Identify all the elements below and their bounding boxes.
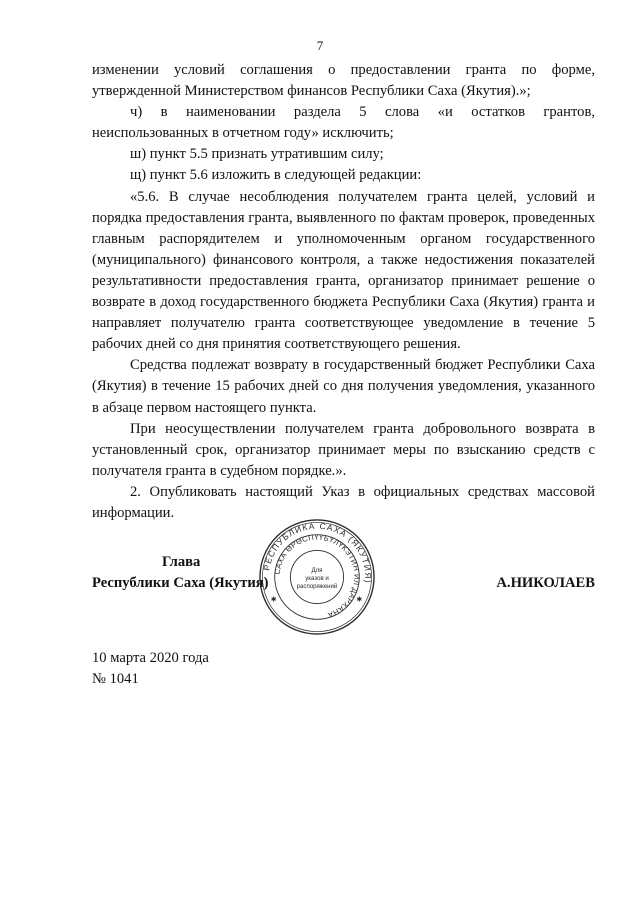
seal-star-icon: ✱ [356, 595, 363, 604]
paragraph: щ) пункт 5.6 изложить в следующей редакции: [130, 167, 422, 184]
signatory-title: Глава [162, 554, 201, 570]
paragraph: изменении условий соглашения о предоставлении гранта по форме, утвержденной Министерством финансов Республики Саха (Якутия).»; [92, 62, 595, 100]
paragraph: ч) в наименовании раздела 5 слова «и остатков грантов, неиспользованных в отчетном году» исключить; [92, 104, 595, 142]
document-number: № 1041 [92, 671, 139, 687]
signatory-title-republic: Республики Саха (Якутия) [92, 575, 269, 591]
paragraph: Средства подлежат возврату в государственный бюджет Республики Саха (Якутия) в течение 15 рабочих дней со дня получения уведомления, указанного в абзаце первом настоящего пункта. [92, 357, 595, 416]
document-body [92, 60, 595, 524]
document-footer [92, 648, 209, 690]
page-number: 7 [316, 38, 324, 53]
paragraph: ш) пункт 5.5 признать утратившим силу; [130, 146, 384, 163]
seal-outer-text: РЕСПУБЛИКА САХА (ЯКУТИЯ) [261, 520, 374, 585]
document-date: 10 марта 2020 года [92, 650, 209, 666]
seal-center-line: указов и [305, 574, 329, 582]
seal-star-icon: ✱ [270, 595, 277, 604]
paragraph: 2. Опубликовать настоящий Указ в официальных средствах массовой информации. [92, 483, 595, 521]
signatory-name: А.НИКОЛАЕВ [496, 575, 595, 591]
paragraph: «5.6. В случае несоблюдения получателем гранта целей, условий и порядка предоставления гранта, выявленного по фактам проверок, проведенных главным распорядителем и уполномоченным органом государственного (муниципального) финансового контроля, а также недостижения показателей результативности предоставления гранта, организатор принимает решение о возврате в доход государственного бюджета Республики Саха (Якутия) гранта и направляет получателю гранта соответствующее уведомление в течение 5 рабочих дней со дня принятия соответствующего решения. [92, 188, 595, 353]
seal-center-line: Для [311, 567, 323, 575]
seal-center-line: распоряжений [296, 582, 338, 590]
paragraph: При неосуществлении получателем гранта добровольного возврата в установленный срок, организатор принимает меры по взысканию средств с получателя гранта в судебном порядке.». [92, 420, 595, 479]
seal-inner-text: САХА ӨРӨСПҮҮБҮЛҮКЭТИН ИЛ ДАРХАНА [272, 532, 362, 620]
official-seal-stamp [258, 518, 376, 636]
